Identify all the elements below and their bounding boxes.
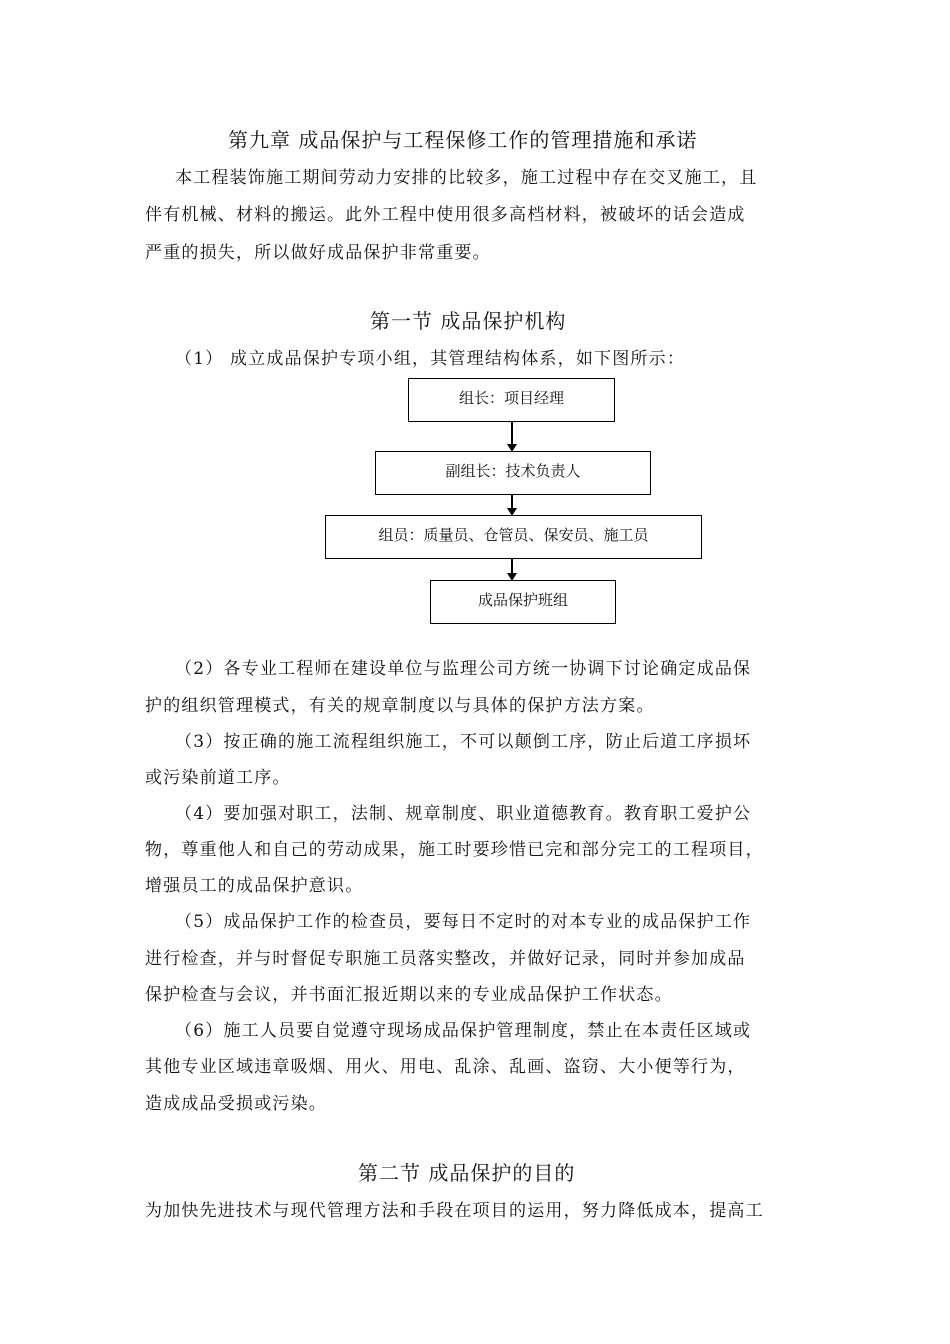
org-box-leader: 组长：项目经理 (408, 378, 615, 422)
para-2-line-1: （2）各专业工程师在建设单位与监理公司方统一协调下讨论确定成品保 (175, 659, 752, 679)
para-4-line-2: 物，尊重他人和自己的劳动成果，施工时要珍惜已完和部分完工的工程项目， (145, 840, 764, 860)
intro-line-3: 严重的损失，所以做好成品保护非常重要。 (145, 243, 491, 263)
section-2-paragraph: 为加快先进技术与现代管理方法和手段在项目的运用，努力降低成本，提高工 (145, 1201, 764, 1221)
para-5-line-2: 进行检查，并与时督促专职施工员落实整改，并做好记录，同时并参加成品 (145, 949, 746, 969)
para-3-line-1: （3）按正确的施工流程组织施工，不可以颠倒工序，防止后道工序损坏 (175, 732, 752, 752)
org-box-members: 组员：质量员、仓管员、保安员、施工员 (325, 515, 702, 559)
para-2-line-2: 护的组织管理模式，有关的规章制度以与具体的保护方法方案。 (145, 696, 655, 716)
para-6-line-1: （6）施工人员要自觉遵守现场成品保护管理制度，禁止在本责任区域或 (175, 1021, 752, 1041)
chapter-title: 第九章 成品保护与工程保修工作的管理措施和承诺 (228, 128, 698, 152)
org-box-deputy: 副组长：技术负责人 (375, 451, 651, 495)
para-5-line-3: 保护检查与会议，并书面汇报近期以来的专业成品保护工作状态。 (145, 985, 673, 1005)
para-4-line-3: 增强员工的成品保护意识。 (145, 876, 364, 896)
org-arrow-1 (511, 422, 513, 451)
para-4-line-1: （4）要加强对职工，法制、规章制度、职业道德教育。教育职工爱护公 (175, 804, 752, 824)
para-3-line-2: 或污染前道工序。 (145, 768, 291, 788)
section-1-title: 第一节 成品保护机构 (370, 309, 567, 333)
intro-line-2: 伴有机械、材料的搬运。此外工程中使用很多高档材料，被破坏的话会造成 (145, 205, 746, 225)
org-arrow-3 (511, 559, 513, 580)
intro-line-1: 本工程装饰施工期间劳动力安排的比较多，施工过程中存在交叉施工，且 (175, 168, 758, 188)
org-arrow-2 (511, 495, 513, 515)
section-1-item-1: （1） 成立成品保护专项小组，其管理结构体系，如下图所示： (175, 349, 686, 369)
para-5-line-1: （5）成品保护工作的检查员，要每日不定时的对本专业的成品保护工作 (175, 912, 752, 932)
para-6-line-2: 其他专业区域违章吸烟、用火、用电、乱涂、乱画、盗窃、大小便等行为， (145, 1057, 746, 1077)
org-box-team: 成品保护班组 (430, 580, 616, 624)
section-2-title: 第二节 成品保护的目的 (358, 1161, 576, 1185)
para-6-line-3: 造成成品受损或污染。 (145, 1094, 327, 1114)
